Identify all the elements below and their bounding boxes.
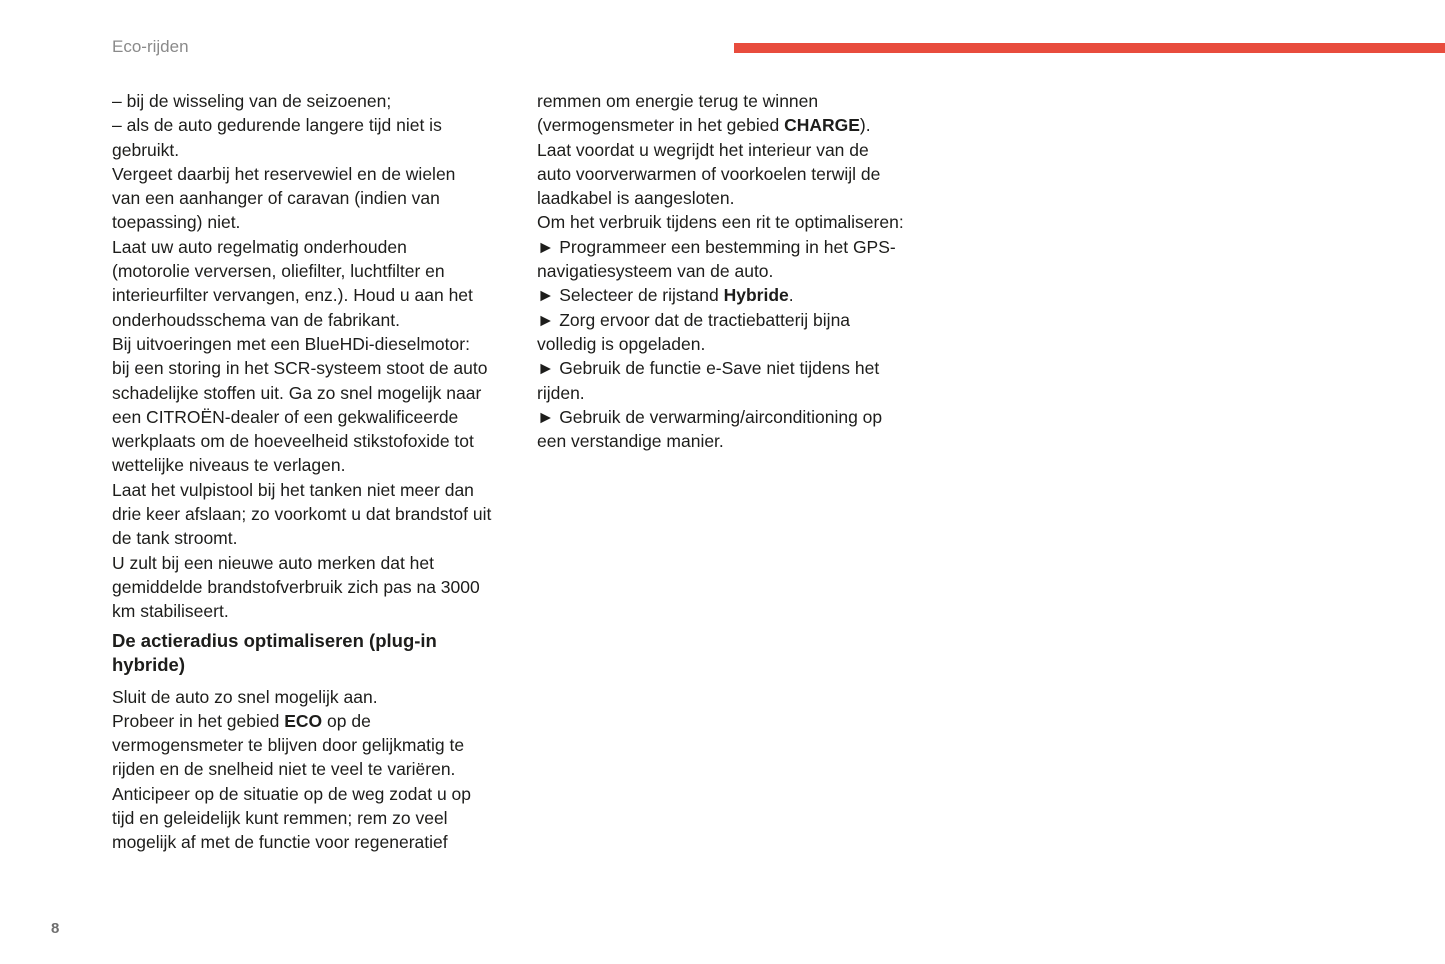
bullet-item	[537, 283, 937, 307]
triangle-bullet-icon: ►	[537, 358, 555, 379]
triangle-bullet-icon: ►	[537, 236, 555, 257]
charge-text-post: ). Laat voordat u wegrijdt het interieur van de auto voorverwarmen of voorkoelen terwijl de laadkabel is aangesloten. Om het verbruik tijdens een rit te optimaliseren:	[537, 115, 904, 233]
range-text-pre: Probeer in het gebied	[112, 710, 285, 731]
bullet-item	[537, 308, 937, 357]
charge-label: CHARGE	[784, 115, 860, 136]
right-column	[537, 89, 937, 453]
maintenance-text: – bij de wisseling van de seizoenen; – als de auto gedurende langere tijd niet is gebruikt. Vergeet daarbij het reservewiel en de wielen van een aanhanger of caravan (indien van toepassing) niet. Laat uw auto regelmatig onderhouden (motorolie verversen, oliefilter, luchtfilter en interieurfilter vervangen, enz.). Houd u aan het onderhoudsschema van de fabrikant. Bij uitvoeringen met een BlueHDi-dieselmotor: bij een storing in het SCR-systeem stoot de auto schadelijke stoffen uit. Ga zo snel mogelijk naar een CITROËN-dealer of een gekwalificeerde werkplaats om de hoeveelheid stikstofoxide tot wettelijke niveaus te verlagen. Laat het vulpistool bij het tanken niet meer dan drie keer afslaan; zo voorkomt u dat brandstof uit de tank stroomt. U zult bij een nieuwe auto merken dat het gemiddelde brandstofverbruik zich pas na 3000 km stabiliseert.	[112, 91, 492, 622]
header-accent-bar	[734, 43, 1445, 53]
section-title: Eco-rijden	[112, 37, 189, 56]
bullet-text: Gebruik de verwarming/airconditioning op een verstandige manier.	[537, 406, 883, 452]
triangle-bullet-icon: ►	[537, 285, 555, 306]
bullet-item	[537, 405, 937, 454]
bullet-item	[537, 235, 937, 284]
page-number: 8	[51, 920, 60, 937]
range-heading: De actieradius optimaliseren (plug-in hybride)	[112, 629, 437, 676]
range-text	[112, 709, 522, 855]
triangle-bullet-icon: ►	[537, 309, 555, 330]
bullet-text-pre: Selecteer de rijstand	[554, 285, 724, 306]
bullet-text-post: .	[788, 285, 794, 306]
eco-label: ECO	[284, 710, 323, 731]
bullet-text: Programmeer een bestemming in het GPS- navigatiesysteem van de auto.	[537, 236, 896, 282]
left-column	[112, 89, 522, 855]
charge-text-pre: remmen om energie terug te winnen (vermogensmeter in het gebied	[537, 91, 819, 136]
charge-text	[537, 89, 937, 235]
bullet-item	[537, 356, 937, 405]
hybride-label: Hybride	[723, 285, 789, 306]
bullet-text: Zorg ervoor dat de tractiebatterij bijna volledig is opgeladen.	[537, 309, 851, 354]
range-text-line1: Sluit de auto zo snel mogelijk aan.	[112, 686, 378, 707]
triangle-bullet-icon: ►	[537, 406, 555, 427]
bullet-text: Gebruik de functie e-Save niet tijdens het rijden.	[537, 358, 880, 403]
range-text-post: op de vermogensmeter te blijven door gelijkmatig te rijden en de snelheid niet te veel te variëren. Anticipeer op de situatie op de weg zodat u op tijd en geleidelijk kunt remmen; rem zo veel mogelijk af met de functie voor regeneratief	[112, 710, 471, 853]
